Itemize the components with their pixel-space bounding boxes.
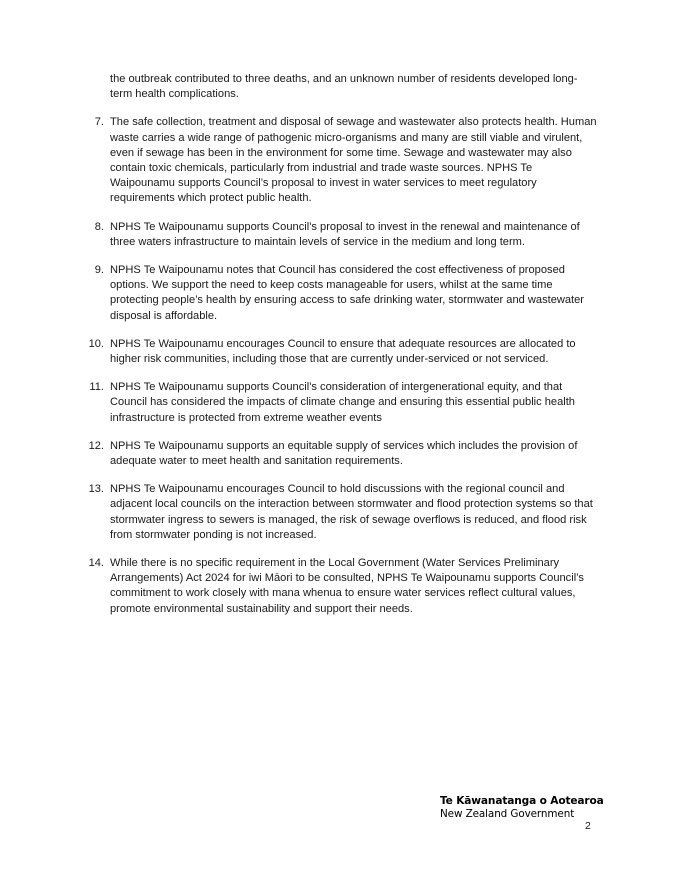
list-item-text: NPHS Te Waipounamu notes that Council has considered the cost effectiveness of proposed options. We support the need to keep costs manageable for users, whilst at the same time protecting people’s health by ensuring access to safe drinking water, stormwater and wastewater disposal is affordable. bbox=[110, 264, 585, 322]
list-item-number: 11. bbox=[89, 381, 104, 394]
list-item-number: 12. bbox=[88, 439, 104, 452]
list-item-number: 7. bbox=[94, 116, 104, 129]
list-item-text: NPHS Te Waipounamu supports an equitable supply of services which includes the provision of adequate water to meet health and sanitation requirements. bbox=[110, 439, 578, 468]
nz-government-logo bbox=[440, 795, 604, 822]
list-item-number: 9. bbox=[94, 264, 104, 277]
list-item-text: NPHS Te Waipounamu supports Council’s proposal to invest in the renewal and maintenance of three waters infrastructure to maintain levels of service in the medium and long term. bbox=[110, 220, 580, 248]
document-body bbox=[78, 72, 598, 617]
list-item-number: 14. bbox=[88, 557, 104, 570]
page-number: 2 bbox=[585, 820, 591, 832]
list-item-number: 8. bbox=[94, 220, 104, 233]
list-item bbox=[78, 220, 598, 250]
numbered-submission-list bbox=[78, 115, 598, 616]
list-item-text: NPHS Te Waipounamu encourages Council to ensure that adequate resources are allocated to higher risk communities, including those that are currently under-serviced or not serviced. bbox=[110, 337, 576, 366]
list-item bbox=[78, 263, 598, 324]
continuation-paragraph: the outbreak contributed to three deaths, and an unknown number of residents developed long-term health complications. bbox=[110, 73, 578, 101]
list-item bbox=[78, 556, 598, 617]
list-item-number: 13. bbox=[88, 483, 104, 496]
list-item-number: 10. bbox=[88, 337, 104, 350]
list-item-text: NPHS Te Waipounamu supports Council’s consideration of intergenerational equity, and that Council has considered the impacts of climate change and ensuring this essential public health infrastructure is protected from extreme weather events bbox=[110, 381, 575, 424]
logo-maori-title: Te Kāwanatanga o Aotearoa bbox=[440, 795, 604, 807]
list-item bbox=[78, 380, 598, 426]
list-item bbox=[78, 337, 598, 367]
list-item bbox=[78, 482, 598, 543]
list-item-text: While there is no specific requirement in the Local Government (Water Services Preliminary Arrangements) Act 2024 for iwi Māori to be consulted, NPHS Te Waipounamu supports Council’s commitment to work closely with mana whenua to ensure water services reflect cultural values, promote environmental sustainability and support their needs. bbox=[110, 557, 584, 615]
page-footer bbox=[0, 795, 675, 845]
list-item-text: NPHS Te Waipounamu encourages Council to hold discussions with the regional council and adjacent local councils on the interaction between stormwater and flood protection systems so that stormwater ingress to sewers is managed, the risk of sewage overflows is reduced, and flood risk from stormwater ponding is not increased. bbox=[110, 483, 593, 541]
logo-english-title: New Zealand Government bbox=[440, 808, 575, 820]
list-item bbox=[78, 439, 598, 469]
list-item bbox=[78, 115, 598, 206]
list-item-text: The safe collection, treatment and disposal of sewage and wastewater also protects health. Human waste carries a wide range of pathogenic micro-organisms and many are still viable and virulent, even if sewage has been in the environment for some time. Sewage and wastewater may also contain toxic chemicals, particularly from industrial and trade waste sources. NPHS Te Waipounamu supports Council’s proposal to invest in water services to meet regulatory requirements which protect public health. bbox=[110, 116, 597, 205]
